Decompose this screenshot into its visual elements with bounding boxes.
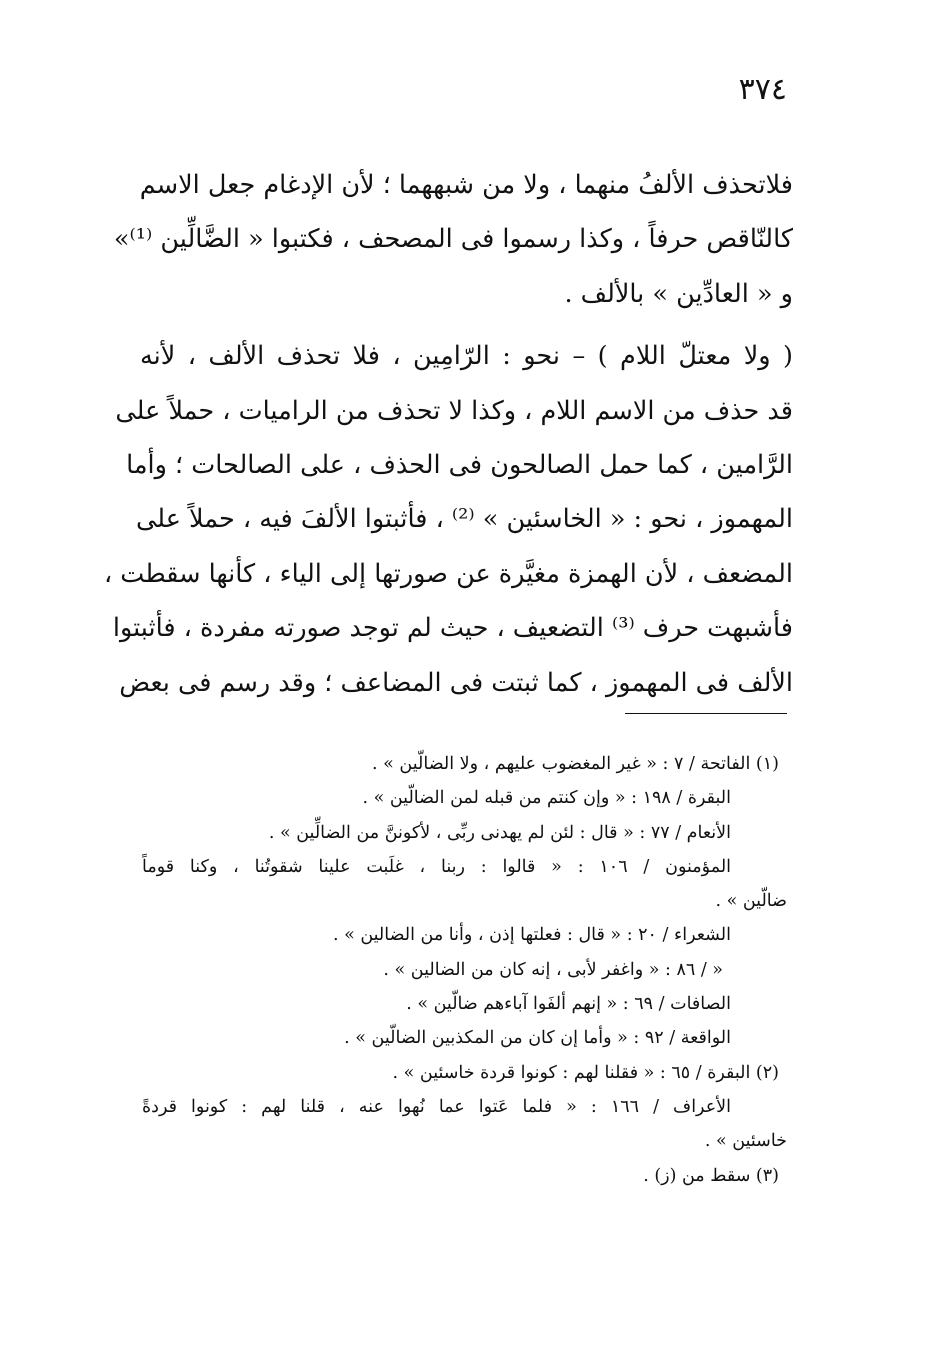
footnote-line: ضالّين » . [715,891,787,912]
footnote-separator [625,713,787,714]
body-line: كالنّاقص حرفاً ، وكذا رسموا فى المصحف ، فكتبوا « الضَّالِّين ⁽¹⁾» [113,224,793,255]
footnote-line: (١) الفاتحة / ٧ : « غير المغضوب عليهم ، ولا الضالّين » . [372,754,779,774]
footnote-line: خاسئين » . [704,1131,787,1152]
page-number: ٣٧٤ [738,72,787,107]
footnote-line: « / ٨٦ : « واغفر لأبى ، إنه كان من الضالين » . [383,959,723,980]
body-line: فأشبهت حرف ⁽³⁾ التضعيف ، حيث لم توجد صورته مفردة ، فأثبتوا [112,613,793,644]
body-line: الألف فى المهموز ، كما ثبتت فى المضاعف ؛ وقد رسم فى بعض [119,667,793,698]
footnote-line: الواقعة / ٩٢ : « وأما إن كان من المكذبين الضالّين » . [344,1028,731,1049]
body-line: قد حذف من الاسم اللام ، وكذا لا تحذف من الراميات ، حملاً على [115,395,793,426]
footnote-line: (٣) سقط من (ز) . [643,1165,779,1186]
footnote-line: الشعراء / ٢٠ : « قال : فعلتها إذن ، وأنا من الضالين » . [332,925,731,946]
footnotes [142,747,787,1193]
footnote-line: المؤمنون / ١٠٦ : « قالوا : ربنا ، غلَبت علينا شقوتُنا ، وكنا قوماً [142,856,732,877]
body-line: المضعف ، لأن الهمزة مغيَّرة عن صورتها إلى الياء ، كأنها سقطت ، [103,558,793,589]
main-text [103,158,793,710]
body-line: ( ولا معتلّ اللام ) – نحو : الرّامِين ، فلا تحذف الألف ، لأنه [140,341,793,372]
body-line: فلاتحذف الألفُ منهما ، ولا من شبههما ؛ لأن الإدغام جعل الاسم [139,170,793,200]
footnote-line: البقرة / ١٩٨ : « وإن كنتم من قبله لمن الضالّين » . [362,788,731,809]
footnote-line: الأنعام / ٧٧ : « قال : لئن لم يهدنى ربِّى ، لأكوننَّ من الضالِّين » . [268,822,731,843]
body-line: الرَّامين ، كما حمل الصالحون فى الحذف ، على الصالحات ؛ وأما [126,449,793,480]
footnote-line: (٢) البقرة / ٦٥ : « فقلنا لهم : كونوا قردة خاسئين » . [392,1062,779,1083]
footnote-line: الأعراف / ١٦٦ : « فلما عَتوا عما نُهوا عنه ، قلنا لهم : كونوا قردةً [142,1096,731,1117]
footnote-line: الصافات / ٦٩ : « إنهم ألفَوا آباءهم ضالّين » . [406,994,731,1015]
body-line: و « العادِّين » بالألف . [564,278,793,309]
body-line: المهموز ، نحو : « الخاسئين » ⁽²⁾ ، فأثبتوا الألفَ فيه ، حملاً على [136,504,793,535]
